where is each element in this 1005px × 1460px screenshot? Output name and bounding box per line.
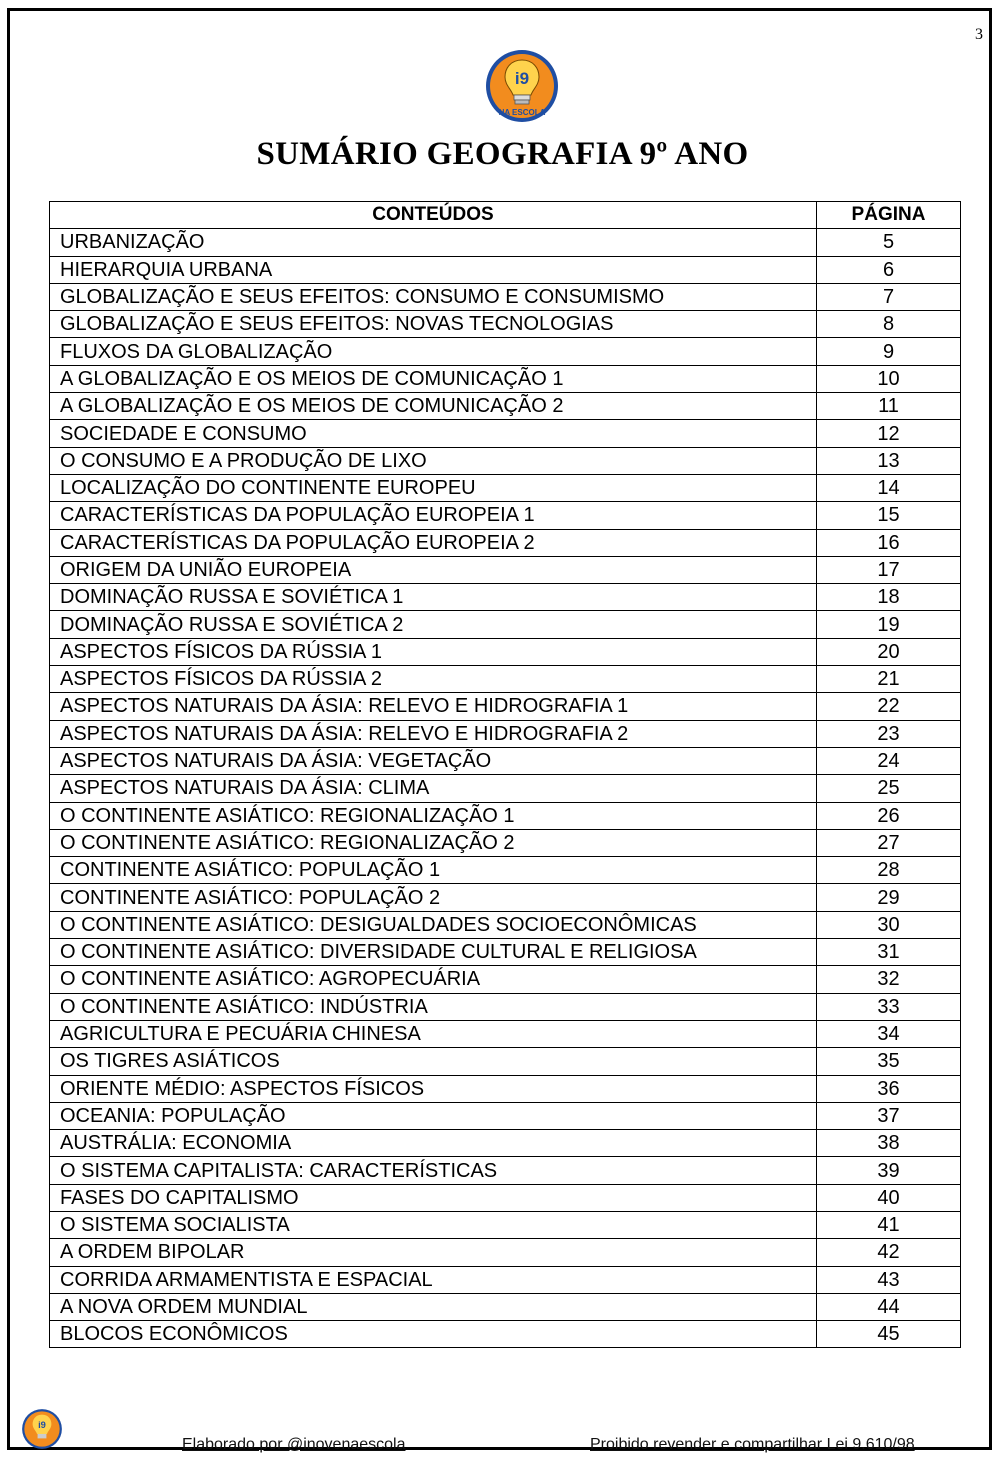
table-row bbox=[50, 584, 961, 611]
table-row bbox=[50, 884, 961, 911]
table-row bbox=[50, 1293, 961, 1320]
page-cell: 29 bbox=[817, 884, 961, 911]
table-body bbox=[50, 229, 961, 1348]
table-row bbox=[50, 966, 961, 993]
topic-cell: ASPECTOS NATURAIS DA ÁSIA: VEGETAÇÃO bbox=[50, 747, 817, 774]
table-row bbox=[50, 447, 961, 474]
table-row bbox=[50, 365, 961, 392]
topic-cell: ORIENTE MÉDIO: ASPECTOS FÍSICOS bbox=[50, 1075, 817, 1102]
page-cell: 10 bbox=[817, 365, 961, 392]
table-row bbox=[50, 611, 961, 638]
page-cell: 44 bbox=[817, 1293, 961, 1320]
page-cell: 6 bbox=[817, 256, 961, 283]
topic-cell: ASPECTOS NATURAIS DA ÁSIA: RELEVO E HIDROGRAFIA 1 bbox=[50, 693, 817, 720]
page-cell: 41 bbox=[817, 1211, 961, 1238]
topic-cell: LOCALIZAÇÃO DO CONTINENTE EUROPEU bbox=[50, 474, 817, 501]
page-cell: 43 bbox=[817, 1266, 961, 1293]
topic-cell: FASES DO CAPITALISMO bbox=[50, 1184, 817, 1211]
table-row bbox=[50, 775, 961, 802]
table-row bbox=[50, 529, 961, 556]
page-cell: 40 bbox=[817, 1184, 961, 1211]
table-row bbox=[50, 256, 961, 283]
page-cell: 33 bbox=[817, 993, 961, 1020]
table-row bbox=[50, 1184, 961, 1211]
topic-cell: ASPECTOS NATURAIS DA ÁSIA: RELEVO E HIDROGRAFIA 2 bbox=[50, 720, 817, 747]
topic-cell: O CONTINENTE ASIÁTICO: AGROPECUÁRIA bbox=[50, 966, 817, 993]
page-cell: 24 bbox=[817, 747, 961, 774]
topic-cell: O CONTINENTE ASIÁTICO: REGIONALIZAÇÃO 2 bbox=[50, 829, 817, 856]
topic-cell: AGRICULTURA E PECUÁRIA CHINESA bbox=[50, 1020, 817, 1047]
topic-cell: O CONTINENTE ASIÁTICO: DESIGUALDADES SOCIOECONÔMICAS bbox=[50, 911, 817, 938]
page-cell: 28 bbox=[817, 857, 961, 884]
topic-cell: AUSTRÁLIA: ECONOMIA bbox=[50, 1130, 817, 1157]
topic-cell: ORIGEM DA UNIÃO EUROPEIA bbox=[50, 556, 817, 583]
table-row bbox=[50, 1239, 961, 1266]
table-row bbox=[50, 829, 961, 856]
page-cell: 26 bbox=[817, 802, 961, 829]
header-topic: CONTEÚDOS bbox=[50, 202, 817, 229]
table-row bbox=[50, 229, 961, 256]
page-cell: 7 bbox=[817, 283, 961, 310]
table-row bbox=[50, 1130, 961, 1157]
topic-cell: OCEANIA: POPULAÇÃO bbox=[50, 1102, 817, 1129]
table-row bbox=[50, 1266, 961, 1293]
topic-cell: FLUXOS DA GLOBALIZAÇÃO bbox=[50, 338, 817, 365]
page-cell: 27 bbox=[817, 829, 961, 856]
page-cell: 34 bbox=[817, 1020, 961, 1047]
topic-cell: BLOCOS ECONÔMICOS bbox=[50, 1321, 817, 1348]
table-row bbox=[50, 638, 961, 665]
table-row bbox=[50, 1075, 961, 1102]
table-row bbox=[50, 1102, 961, 1129]
page-cell: 9 bbox=[817, 338, 961, 365]
table-row bbox=[50, 720, 961, 747]
topic-cell: O CONTINENTE ASIÁTICO: REGIONALIZAÇÃO 1 bbox=[50, 802, 817, 829]
topic-cell: OS TIGRES ASIÁTICOS bbox=[50, 1048, 817, 1075]
topic-cell: ASPECTOS NATURAIS DA ÁSIA: CLIMA bbox=[50, 775, 817, 802]
page-cell: 11 bbox=[817, 393, 961, 420]
topic-cell: O CONTINENTE ASIÁTICO: DIVERSIDADE CULTURAL E RELIGIOSA bbox=[50, 939, 817, 966]
table-row bbox=[50, 1321, 961, 1348]
table-row bbox=[50, 911, 961, 938]
table-row bbox=[50, 556, 961, 583]
table-row bbox=[50, 420, 961, 447]
table-row bbox=[50, 1157, 961, 1184]
table-header-row bbox=[50, 202, 961, 229]
table-row bbox=[50, 393, 961, 420]
page-cell: 14 bbox=[817, 474, 961, 501]
page-cell: 22 bbox=[817, 693, 961, 720]
page-cell: 17 bbox=[817, 556, 961, 583]
topic-cell: CORRIDA ARMAMENTISTA E ESPACIAL bbox=[50, 1266, 817, 1293]
topic-cell: DOMINAÇÃO RUSSA E SOVIÉTICA 2 bbox=[50, 611, 817, 638]
page-cell: 32 bbox=[817, 966, 961, 993]
topic-cell: O CONSUMO E A PRODUÇÃO DE LIXO bbox=[50, 447, 817, 474]
logo-text-bottom: NA ESCOLA bbox=[498, 108, 546, 117]
table-row bbox=[50, 802, 961, 829]
topic-cell: CONTINENTE ASIÁTICO: POPULAÇÃO 2 bbox=[50, 884, 817, 911]
topic-cell: ASPECTOS FÍSICOS DA RÚSSIA 1 bbox=[50, 638, 817, 665]
topic-cell: CARACTERÍSTICAS DA POPULAÇÃO EUROPEIA 1 bbox=[50, 502, 817, 529]
table-row bbox=[50, 993, 961, 1020]
topic-cell: A GLOBALIZAÇÃO E OS MEIOS DE COMUNICAÇÃO 1 bbox=[50, 365, 817, 392]
page-cell: 38 bbox=[817, 1130, 961, 1157]
header-page: PÁGINA bbox=[817, 202, 961, 229]
topic-cell: O SISTEMA SOCIALISTA bbox=[50, 1211, 817, 1238]
page-cell: 37 bbox=[817, 1102, 961, 1129]
i9-na-escola-logo bbox=[484, 48, 560, 124]
page-cell: 19 bbox=[817, 611, 961, 638]
page-cell: 20 bbox=[817, 638, 961, 665]
table-row bbox=[50, 1020, 961, 1047]
topic-cell: A NOVA ORDEM MUNDIAL bbox=[50, 1293, 817, 1320]
footer-logo bbox=[21, 1408, 63, 1450]
footer-copyright: Proibido revender e compartilhar Lei 9.610/98 bbox=[590, 1436, 915, 1453]
page-cell: 12 bbox=[817, 420, 961, 447]
page-cell: 30 bbox=[817, 911, 961, 938]
page-cell: 23 bbox=[817, 720, 961, 747]
table-row bbox=[50, 311, 961, 338]
table-row bbox=[50, 502, 961, 529]
table-row bbox=[50, 1211, 961, 1238]
topic-cell: HIERARQUIA URBANA bbox=[50, 256, 817, 283]
page-cell: 16 bbox=[817, 529, 961, 556]
topic-cell: URBANIZAÇÃO bbox=[50, 229, 817, 256]
table-row bbox=[50, 666, 961, 693]
footer-credit: Elaborado por @inovenaescola bbox=[182, 1436, 406, 1453]
page-cell: 15 bbox=[817, 502, 961, 529]
table-row bbox=[50, 474, 961, 501]
logo-text-top: i9 bbox=[514, 69, 530, 88]
topic-cell: A GLOBALIZAÇÃO E OS MEIOS DE COMUNICAÇÃO 2 bbox=[50, 393, 817, 420]
table-row bbox=[50, 1048, 961, 1075]
page-cell: 42 bbox=[817, 1239, 961, 1266]
page-cell: 39 bbox=[817, 1157, 961, 1184]
footer-logo-text: i9 bbox=[38, 1418, 46, 1430]
page-cell: 31 bbox=[817, 939, 961, 966]
table-row bbox=[50, 693, 961, 720]
page-cell: 25 bbox=[817, 775, 961, 802]
topic-cell: ASPECTOS FÍSICOS DA RÚSSIA 2 bbox=[50, 666, 817, 693]
topic-cell: CARACTERÍSTICAS DA POPULAÇÃO EUROPEIA 2 bbox=[50, 529, 817, 556]
page-cell: 18 bbox=[817, 584, 961, 611]
page-number: 3 bbox=[975, 26, 983, 43]
topic-cell: A ORDEM BIPOLAR bbox=[50, 1239, 817, 1266]
topic-cell: DOMINAÇÃO RUSSA E SOVIÉTICA 1 bbox=[50, 584, 817, 611]
table-row bbox=[50, 939, 961, 966]
page-cell: 5 bbox=[817, 229, 961, 256]
page-cell: 35 bbox=[817, 1048, 961, 1075]
table-row bbox=[50, 283, 961, 310]
page-cell: 36 bbox=[817, 1075, 961, 1102]
page-cell: 8 bbox=[817, 311, 961, 338]
table-row bbox=[50, 857, 961, 884]
topic-cell: O SISTEMA CAPITALISTA: CARACTERÍSTICAS bbox=[50, 1157, 817, 1184]
topic-cell: GLOBALIZAÇÃO E SEUS EFEITOS: NOVAS TECNOLOGIAS bbox=[50, 311, 817, 338]
topic-cell: CONTINENTE ASIÁTICO: POPULAÇÃO 1 bbox=[50, 857, 817, 884]
document-title: SUMÁRIO GEOGRAFIA 9º ANO bbox=[256, 136, 749, 172]
page-cell: 45 bbox=[817, 1321, 961, 1348]
topic-cell: GLOBALIZAÇÃO E SEUS EFEITOS: CONSUMO E CONSUMISMO bbox=[50, 283, 817, 310]
topic-cell: SOCIEDADE E CONSUMO bbox=[50, 420, 817, 447]
topic-cell: O CONTINENTE ASIÁTICO: INDÚSTRIA bbox=[50, 993, 817, 1020]
page-cell: 21 bbox=[817, 666, 961, 693]
contents-table bbox=[49, 201, 961, 1348]
table-row bbox=[50, 338, 961, 365]
page-cell: 13 bbox=[817, 447, 961, 474]
table-row bbox=[50, 747, 961, 774]
